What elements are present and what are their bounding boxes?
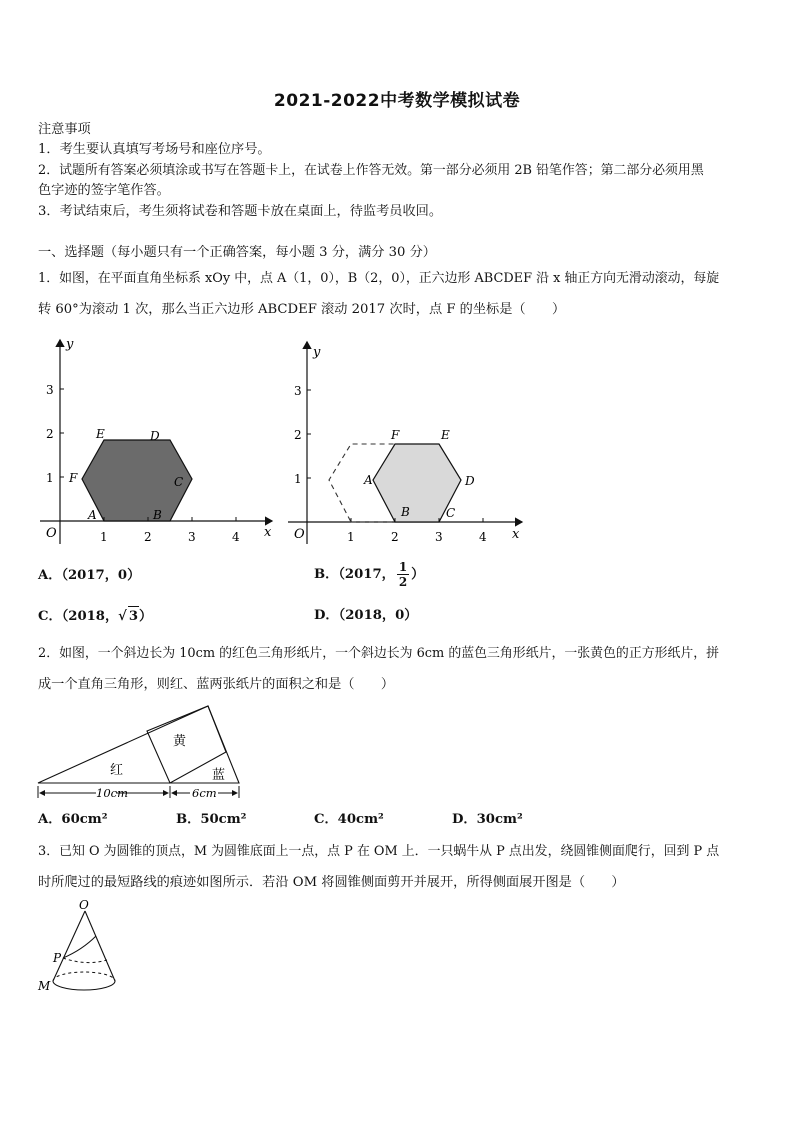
tick-label: 3 (188, 530, 196, 544)
tick-label: 1 (100, 530, 108, 544)
tick-label: 1 (347, 530, 355, 544)
tick-label: 4 (479, 530, 487, 544)
y-axis-label: y (313, 345, 321, 360)
cone-base (53, 981, 115, 990)
q2-figure (36, 700, 242, 804)
q2-option-b[interactable]: B．50cm² (176, 812, 247, 827)
q2-option-a[interactable]: A．60cm² (38, 812, 108, 827)
label-blue: 蓝 (212, 768, 226, 783)
q2-text: 2．如图，一个斜边长为 10cm 的红色三角形纸片，一个斜边长为 6cm 的蓝色三角形纸片，一张黄色的正方形纸片，拼 (38, 646, 720, 661)
vertex-label: B (401, 505, 410, 519)
vertex-label: A (88, 508, 97, 522)
q1-option-d[interactable]: D．（2018，0） (314, 608, 418, 623)
origin-label: O (294, 527, 305, 542)
vertex-label: E (96, 427, 105, 441)
big-triangle (38, 706, 239, 783)
vertex-label: C (446, 506, 456, 520)
q3-text: 3．已知 O 为圆锥的顶点，M 为圆锥底面上一点，点 P 在 OM 上．一只蜗牛从 P 点出发，绕圆锥侧面爬行，回到 P 点 (38, 844, 720, 859)
q3-cone-figure (34, 894, 130, 1000)
q3-text: 时所爬过的最短路线的痕迹如图所示．若沿 OM 将圆锥侧面剪开并展开，所得侧面展开图是（ ） (38, 875, 625, 890)
label-len-blue: 6cm (192, 786, 217, 800)
vertex-label: C (174, 475, 184, 489)
q1-figure-right (284, 338, 530, 550)
option-text: B．（2017， (314, 567, 395, 582)
label-m: M (38, 979, 51, 993)
q1-option-a[interactable]: A．（2017，0） (38, 568, 141, 583)
q1-text: 转 60°为滚动 1 次，那么当正六边形 ABCDEF 滚动 2017 次时，点 F 的坐标是（ ） (38, 302, 566, 317)
label-red: 红 (110, 763, 124, 778)
q1-option-c[interactable]: C．（2018，√ 3） (38, 606, 152, 627)
vertex-label: A (364, 473, 373, 487)
q2-option-d[interactable]: D．30cm² (452, 812, 523, 827)
vertex-label: E (441, 428, 450, 442)
q1-figure-left (36, 334, 282, 550)
origin-label: O (46, 526, 57, 541)
notice-item: 色字迹的签字笔作答。 (38, 183, 170, 198)
tick-label: 3 (435, 530, 443, 544)
notice-heading: 注意事项 (38, 122, 91, 137)
label-len-red: 10cm (96, 786, 128, 800)
notice-item: 1．考生要认真填写考场号和座位序号。 (38, 142, 271, 157)
section-heading: 一、选择题（每小题只有一个正确答案，每小题 3 分，满分 30 分） (38, 245, 436, 260)
vertex-label: F (69, 471, 78, 485)
tick-label: 1 (46, 471, 54, 485)
cone-side (85, 911, 115, 981)
vertex-label: F (391, 428, 400, 442)
fraction: $\frac{1}{2}$ (398, 560, 408, 589)
vertex-label: B (153, 508, 162, 522)
q2-text: 成一个直角三角形，则红、蓝两张纸片的面积之和是（ ） (38, 677, 395, 692)
vertex-label: D (465, 474, 475, 488)
tick-label: 3 (294, 384, 302, 398)
y-axis-label: y (66, 337, 74, 352)
q1-option-b[interactable]: B．（2017， $\frac{1}{2}$ ） (314, 560, 425, 589)
tick-label: 4 (232, 530, 240, 544)
label-p: P (53, 951, 62, 965)
x-axis-label: x (512, 527, 520, 542)
tick-label: 1 (294, 472, 302, 486)
q2-option-c[interactable]: C．40cm² (314, 812, 384, 827)
notice-item: 2．试题所有答案必须填涂或书写在答题卡上，在试卷上作答无效。第一部分必须用 2B 铅笔作答；第二部分必须用黑 (38, 163, 704, 178)
tick-label: 2 (294, 428, 302, 442)
cone-base-hidden (53, 972, 115, 981)
label-yellow: 黄 (173, 734, 187, 749)
tick-label: 2 (391, 530, 399, 544)
label-o: O (79, 898, 89, 912)
tick-label: 3 (46, 383, 54, 397)
x-axis-label: x (264, 525, 272, 540)
tick-label: 2 (144, 530, 152, 544)
vertex-label: D (150, 429, 160, 443)
notice-item: 3．考试结束后，考生须将试卷和答题卡放在桌面上，待监考员收回。 (38, 204, 443, 219)
sqrt-radicand: 3 (128, 606, 139, 627)
snail-path-hidden (63, 958, 107, 963)
cone-side (53, 911, 85, 981)
q1-text: 1．如图，在平面直角坐标系 xOy 中，点 A（1，0），B（2，0），正六边形 ABCDEF 沿 x 轴正方向无滑动滚动，每旋 (38, 271, 720, 286)
page-title: 2021-2022中考数学模拟试卷 (273, 91, 521, 111)
tick-label: 2 (46, 427, 54, 441)
